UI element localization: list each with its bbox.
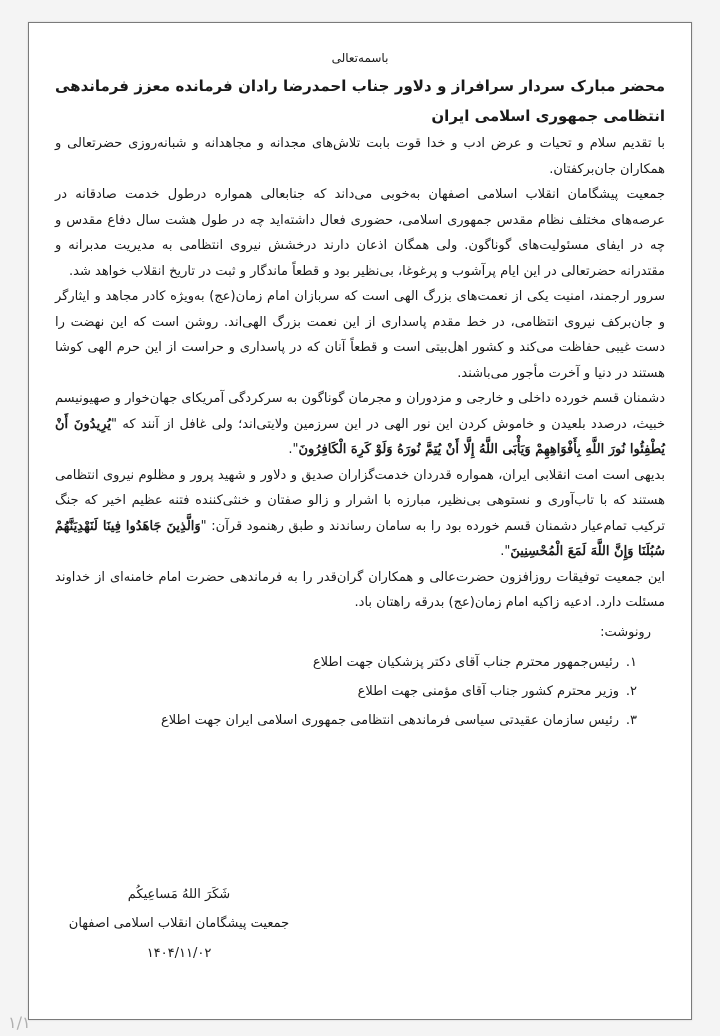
signature-block — [29, 881, 329, 969]
cc-item-text: رئیس‌جمهور محترم جناب آقای دکتر پزشکیان جهت اطلاع — [312, 654, 619, 670]
letter-date: ۱۴۰۴/۱۱/۰۲ — [146, 946, 212, 961]
letter-page — [28, 22, 692, 1020]
basmala-heading: باسمه‌تعالی — [331, 51, 389, 65]
quran-verse-quote: وَالَّذِينَ جَاهَدُوا فِينَا لَنَهْدِيَنَّهُمْ سُبُلَنَا وَإِنَّ اللَّهَ لَمَعَ الْمُحْسِنِينَ — [55, 518, 665, 559]
cc-item-number: ۱. — [625, 654, 637, 670]
paragraph-service: جمعیت پیشگامان انقلاب اسلامی اصفهان به‌خوبی می‌داند که جنابعالی همواره درطول خدمت صادقانه در عرصه‌های مختلف نظام مقدس جمهوری اسلامی، حضوری فعال داشته‌اید چه در طول هشت سال دفاع مقدس و چه در ایفای مسئولیت‌های گوناگون. ولی همگان اذعان دارند درخشش نیروی انتظامی به مدیریت مدبرانه و مقتدرانه حضرتعالی در این ایام پرآشوب و پرغوغا، بی‌نظیر بود و قطعاً ماندگار و ثبت در تاریخ انقلاب خواهد شد. — [55, 187, 665, 279]
cc-item-text: رئیس سازمان عقیدتی سیاسی فرماندهی انتظامی جمهوری اسلامی ایران جهت اطلاع — [161, 712, 619, 728]
paragraph-prayer: این جمعیت توفیقات روزافزون حضرت‌عالی و همکاران گران‌قدر را به فرماندهی حضرت امام خامنه‌ای از خداوند مسئلت دارد. ادعیه زاکیه امام زمان(عج) بدرقه راهتان باد. — [55, 569, 665, 610]
quran-verse-quote: يُرِيدُونَ أَنْ يُطْفِئُوا نُورَ اللَّهِ بِأَفْوَاهِهِمْ وَيَأْبَى اللَّهُ إِلَّا أَنْ يُتِمَّ نُورَهُ وَلَوْ كَرِهَ الْكَافِرُونَ — [55, 416, 665, 457]
paragraph-greeting: با تقدیم سلام و تحیات و عرض ادب و خدا قوت بابت تلاش‌های مجدانه و مجاهدانه و شبانه‌روزی حضرتعالی و همکاران جان‌برکفتان. — [55, 136, 665, 177]
cc-item — [55, 648, 637, 677]
cc-item-text: وزیر محترم کشور جناب آقای مؤمنی جهت اطلاع — [357, 683, 619, 699]
page-number: ۱/۱ — [8, 1013, 31, 1032]
cc-item-number: ۲. — [625, 683, 637, 699]
cc-title: رونوشت: — [600, 624, 651, 640]
paragraph-enemies-text: دشمنان قسم خورده داخلی و خارجی و مزدوران و مجرمان گوناگون به سرکردگی آمریکای جهان‌خوار و صهیونیسم خبیث، درصدد بلعیدن و خاموش کردن این نور الهی در این سرزمین ولایتی‌اند؛ ولی غافل از آنند که " — [55, 391, 665, 432]
signature-organization: جمعیت پیشگامان انقلاب اسلامی اصفهان — [68, 916, 290, 931]
recipient-salutation: محضر مبارک سردار سرافراز و دلاور جناب احمدرضا رادان فرمانده معزز فرماندهی انتظامی جمهوری اسلامی ایران — [55, 77, 665, 125]
paragraph-enemies — [55, 386, 665, 463]
paragraph-gratitude — [55, 463, 665, 565]
signature-thanks: شَكَرَ اللهُ مَساعِيكُم — [127, 887, 231, 902]
cc-list — [55, 648, 665, 735]
quote-close-mark: ". — [500, 544, 511, 559]
letter-body — [55, 51, 665, 735]
paragraph-gratitude-text: بدیهی است امت انقلابی ایران، همواره قدردان خدمت‌گزاران صدیق و دلاور و شهید پرور و مظلوم نیروی انتظامی هستند که با تاب‌آوری و نستوهی بی‌نظیر، مبارزه با اشرار و زالو صفتان و خنثی‌کننده فتنه عظیم اخیر که جنگ ترکیب تمام‌عیار دشمنان قسم خورده بود را به سامان رساندند و طبق رهنمود قرآن: " — [55, 467, 665, 534]
cc-item — [55, 677, 637, 706]
cc-item-number: ۳. — [625, 712, 637, 728]
cc-item — [55, 706, 637, 735]
quote-close-mark: ". — [288, 442, 299, 457]
paragraph-security: سرور ارجمند، امنیت یکی از نعمت‌های بزرگ الهی است که سربازان امام زمان(عج) به‌ویژه کادر مجاهد و ایثارگر و جان‌برکف نیروی انتظامی، در خط مقدم پاسداری از این نعمت بزرگ الهی‌اند. روشن است که این نهضت را دست غیبی حفاظت می‌کند و کشور اهل‌بیتی است و قطعاً آنان که در پاسداری و حراست از این حرم الهی کوشا هستند در دنیا و آخرت مأجور می‌باشند. — [55, 289, 665, 381]
